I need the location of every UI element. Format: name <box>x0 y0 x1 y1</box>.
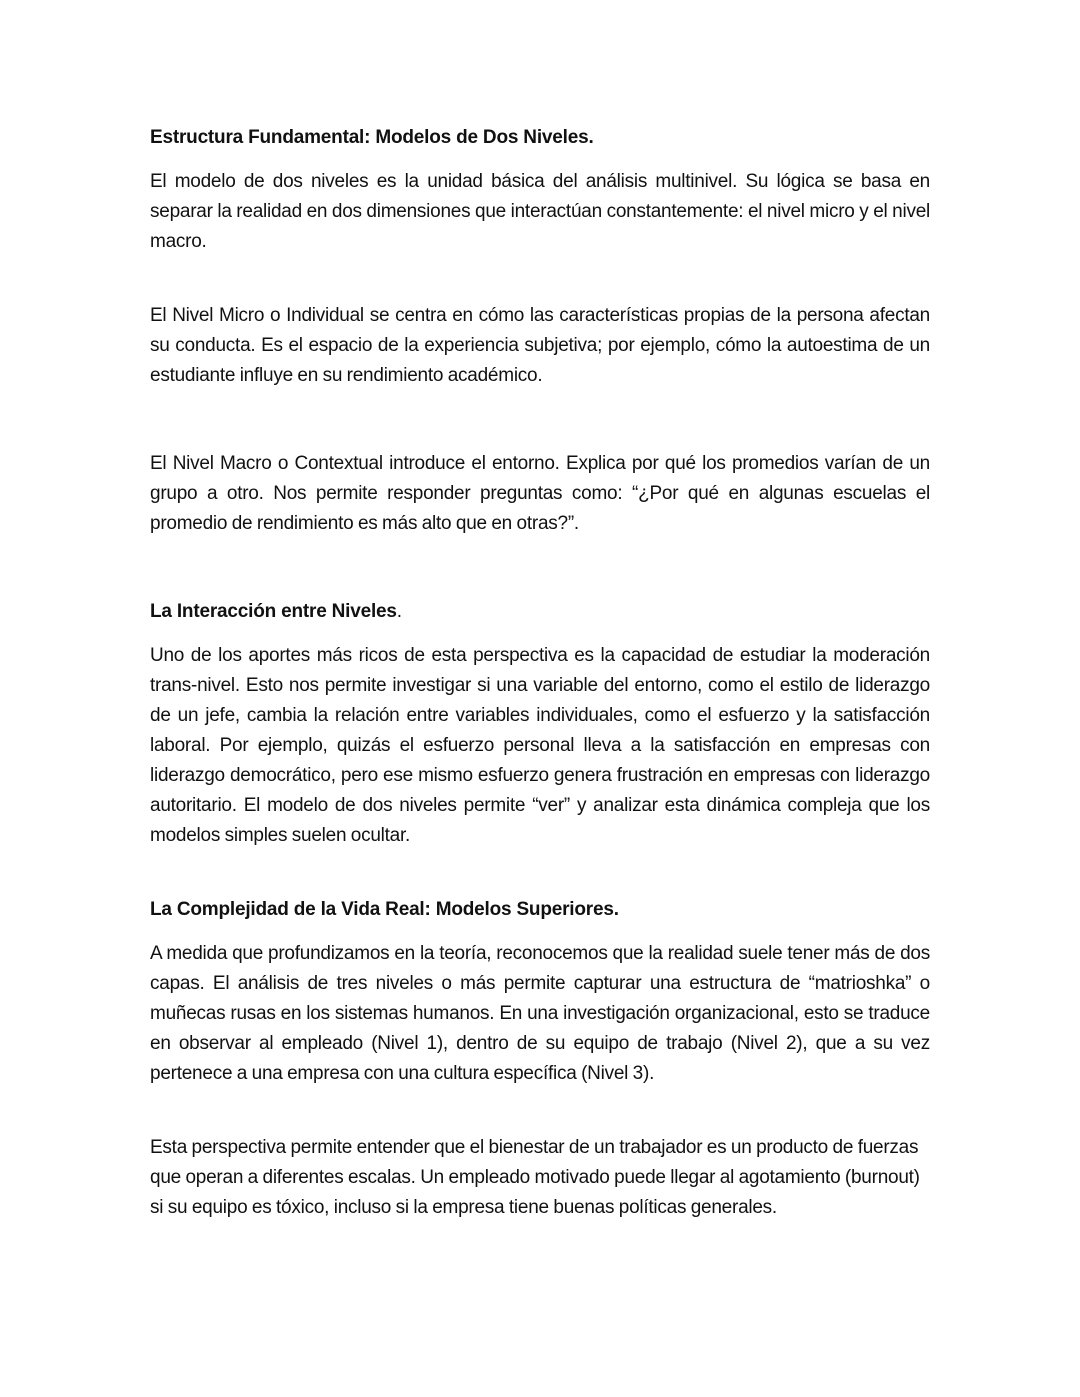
paragraph-micro-level: El Nivel Micro o Individual se centra en cómo las características propias de la persona afectan su conducta. Es el espacio de la experiencia subjetiva; por ejemplo, cómo la autoestima de un estudiante influye en su rendimiento académico. <box>150 305 930 386</box>
section-heading-level-interaction <box>150 597 402 627</box>
paragraph-macro-level: El Nivel Macro o Contextual introduce el entorno. Explica por qué los promedios varían de un grupo a otro. Nos permite responder preguntas como: “¿Por qué en algunas escuelas el promedio de rendimiento es más alto que en otras?”. <box>150 453 930 534</box>
heading-text: Estructura Fundamental: Modelos de Dos Niveles. <box>150 127 594 148</box>
heading-text: La Complejidad de la Vida Real: Modelos Superiores. <box>150 899 619 920</box>
paragraph-two-level-intro: El modelo de dos niveles es la unidad básica del análisis multinivel. Su lógica se basa en separar la realidad en dos dimensiones que interactúan constantemente: el nivel micro y el nivel macro. <box>150 171 930 252</box>
section-heading-two-level-models <box>150 123 594 153</box>
heading-period: . <box>396 601 402 622</box>
paragraph-three-level-models: A medida que profundizamos en la teoría, reconocemos que la realidad suele tener más de dos capas. El análisis de tres niveles o más permite capturar una estructura de “matrioshka” o muñecas rusas en los sistemas humanos. En una investigación organizacional, esto se traduce en observar al empleado (Nivel 1), dentro de su equipo de trabajo (Nivel 2), que a su vez pertenece a una empresa con una cultura específica (Nivel 3). <box>150 943 930 1084</box>
paragraph-wellbeing-scales: Esta perspectiva permite entender que el bienestar de un trabajador es un producto de fuerzas que operan a diferentes escalas. Un empleado motivado puede llegar al agotamiento (burnout) si su equipo es tóxico, incluso si la empresa tiene buenas políticas generales. <box>150 1137 920 1218</box>
section-heading-higher-models <box>150 895 619 925</box>
paragraph-cross-level-moderation: Uno de los aportes más ricos de esta perspectiva es la capacidad de estudiar la moderación trans-nivel. Esto nos permite investigar si una variable del entorno, como el estilo de liderazgo de un jefe, cambia la relación entre variables individuales, como el esfuerzo y la satisfacción laboral. Por ejemplo, quizás el esfuerzo personal lleva a la satisfacción en empresas con liderazgo democrático, pero ese mismo esfuerzo genera frustración en empresas con liderazgo autoritario. El modelo de dos niveles permite “ver” y analizar esta dinámica compleja que los modelos simples suelen ocultar. <box>150 645 930 846</box>
heading-text: La Interacción entre Niveles <box>150 601 397 622</box>
